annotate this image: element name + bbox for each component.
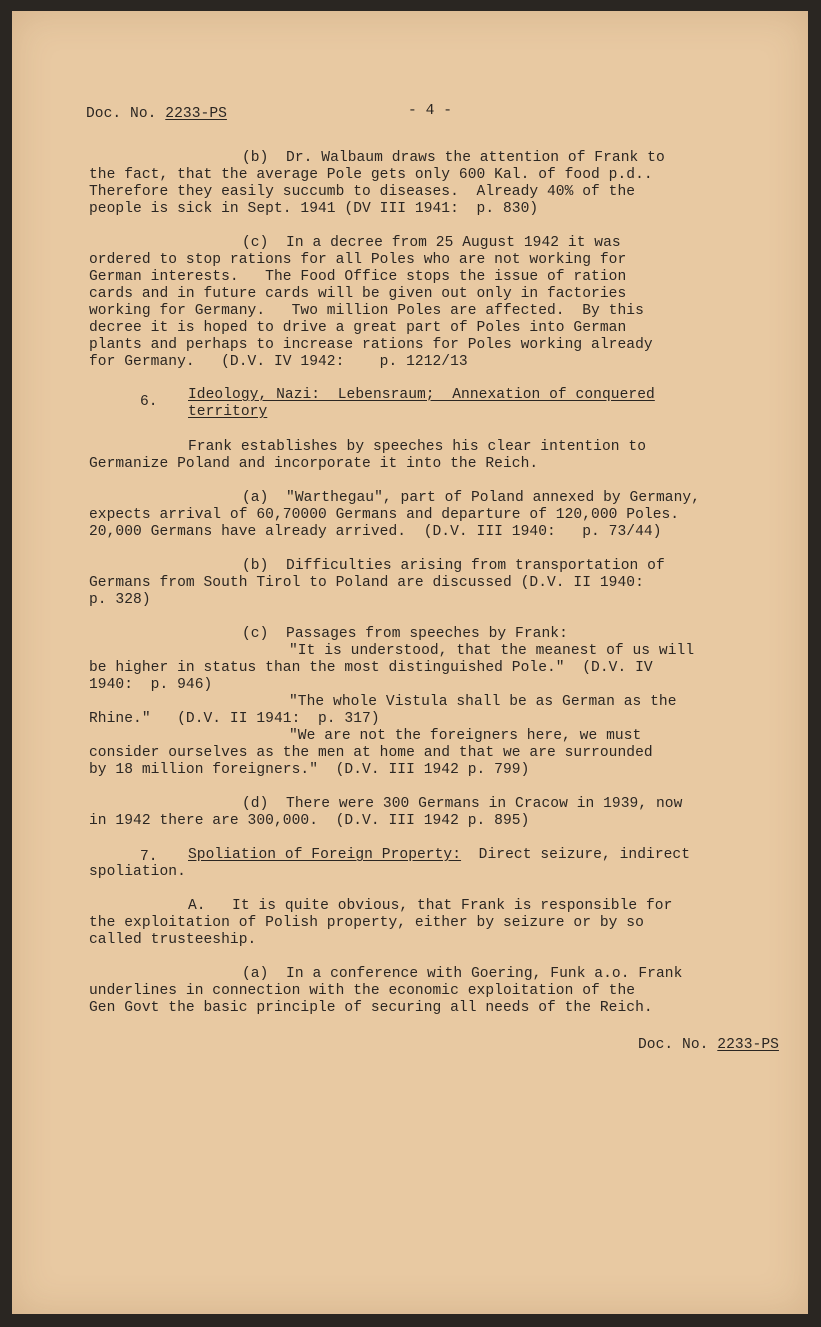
section-heading: territory (188, 404, 268, 420)
paragraph-line: spoliation. (89, 864, 186, 880)
paragraph-line: (a) "Warthegau", part of Poland annexed by Germany, (242, 490, 700, 506)
paragraph-line: Germanize Poland and incorporate it into the Reich. (89, 456, 539, 472)
paragraph-line: A. It is quite obvious, that Frank is responsible for (188, 898, 673, 914)
paragraph-line: Gen Govt the basic principle of securing all needs of the Reich. (89, 1000, 653, 1016)
paragraph-line: working for Germany. Two million Poles are affected. By this (89, 303, 644, 319)
section-heading: Spoliation of Foreign Property: Direct seizure, indirect (188, 847, 691, 863)
paragraph-line: (a) In a conference with Goering, Funk a.o. Frank (242, 966, 683, 982)
paragraph-line: (c) Passages from speeches by Frank: (242, 626, 568, 642)
paragraph-line: German interests. The Food Office stops the issue of ration (89, 269, 627, 285)
document-page (12, 11, 808, 1314)
quote-line: 1940: p. 946) (89, 677, 213, 693)
paragraph-line: (d) There were 300 Germans in Cracow in 1939, now (242, 796, 683, 812)
paragraph-line: for Germany. (D.V. IV 1942: p. 1212/13 (89, 354, 468, 370)
paragraph-line: plants and perhaps to increase rations for Poles working already (89, 337, 653, 353)
paragraph-line: 20,000 Germans have already arrived. (D.V. III 1940: p. 73/44) (89, 524, 662, 540)
paragraph-line: people is sick in Sept. 1941 (DV III 1941: p. 830) (89, 201, 539, 217)
quote-line: consider ourselves as the men at home and that we are surrounded (89, 745, 653, 761)
doc-number-footer: Doc. No. 2233-PS (638, 1037, 779, 1053)
paragraph-line: underlines in connection with the economic exploitation of the (89, 983, 636, 999)
paragraph-line: called trusteeship. (89, 932, 257, 948)
section-number: 7. (140, 849, 158, 865)
paragraph-line: the fact, that the average Pole gets only 600 Kal. of food p.d.. (89, 167, 653, 183)
quote-line: "It is understood, that the meanest of us will (289, 643, 695, 659)
paragraph-line: (b) Dr. Walbaum draws the attention of Frank to (242, 150, 665, 166)
quote-line: "We are not the foreigners here, we must (289, 728, 642, 744)
paragraph-line: decree it is hoped to drive a great part of Poles into German (89, 320, 627, 336)
paragraph-line: the exploitation of Polish property, either by seizure or by so (89, 915, 644, 931)
doc-number-header: Doc. No. 2233-PS (86, 106, 227, 122)
paragraph-line: p. 328) (89, 592, 151, 608)
paragraph-line: (c) In a decree from 25 August 1942 it was (242, 235, 621, 251)
paragraph-line: ordered to stop rations for all Poles who are not working for (89, 252, 627, 268)
quote-line: by 18 million foreigners." (D.V. III 1942 p. 799) (89, 762, 530, 778)
paragraph-line: cards and in future cards will be given out only in factories (89, 286, 627, 302)
quote-line: be higher in status than the most distinguished Pole." (D.V. IV (89, 660, 653, 676)
paragraph-line: expects arrival of 60,70000 Germans and departure of 120,000 Poles. (89, 507, 680, 523)
paragraph-line: Germans from South Tirol to Poland are discussed (D.V. II 1940: (89, 575, 644, 591)
paragraph-line: Therefore they easily succumb to diseases. Already 40% of the (89, 184, 636, 200)
quote-line: "The whole Vistula shall be as German as the (289, 694, 677, 710)
quote-line: Rhine." (D.V. II 1941: p. 317) (89, 711, 380, 727)
page-number: - 4 - (408, 103, 453, 119)
paragraph-line: Frank establishes by speeches his clear intention to (188, 439, 646, 455)
section-number: 6. (140, 394, 158, 410)
paragraph-line: (b) Difficulties arising from transportation of (242, 558, 665, 574)
section-heading: Ideology, Nazi: Lebensraum; Annexation of conquered (188, 387, 655, 403)
paragraph-line: in 1942 there are 300,000. (D.V. III 1942 p. 895) (89, 813, 530, 829)
